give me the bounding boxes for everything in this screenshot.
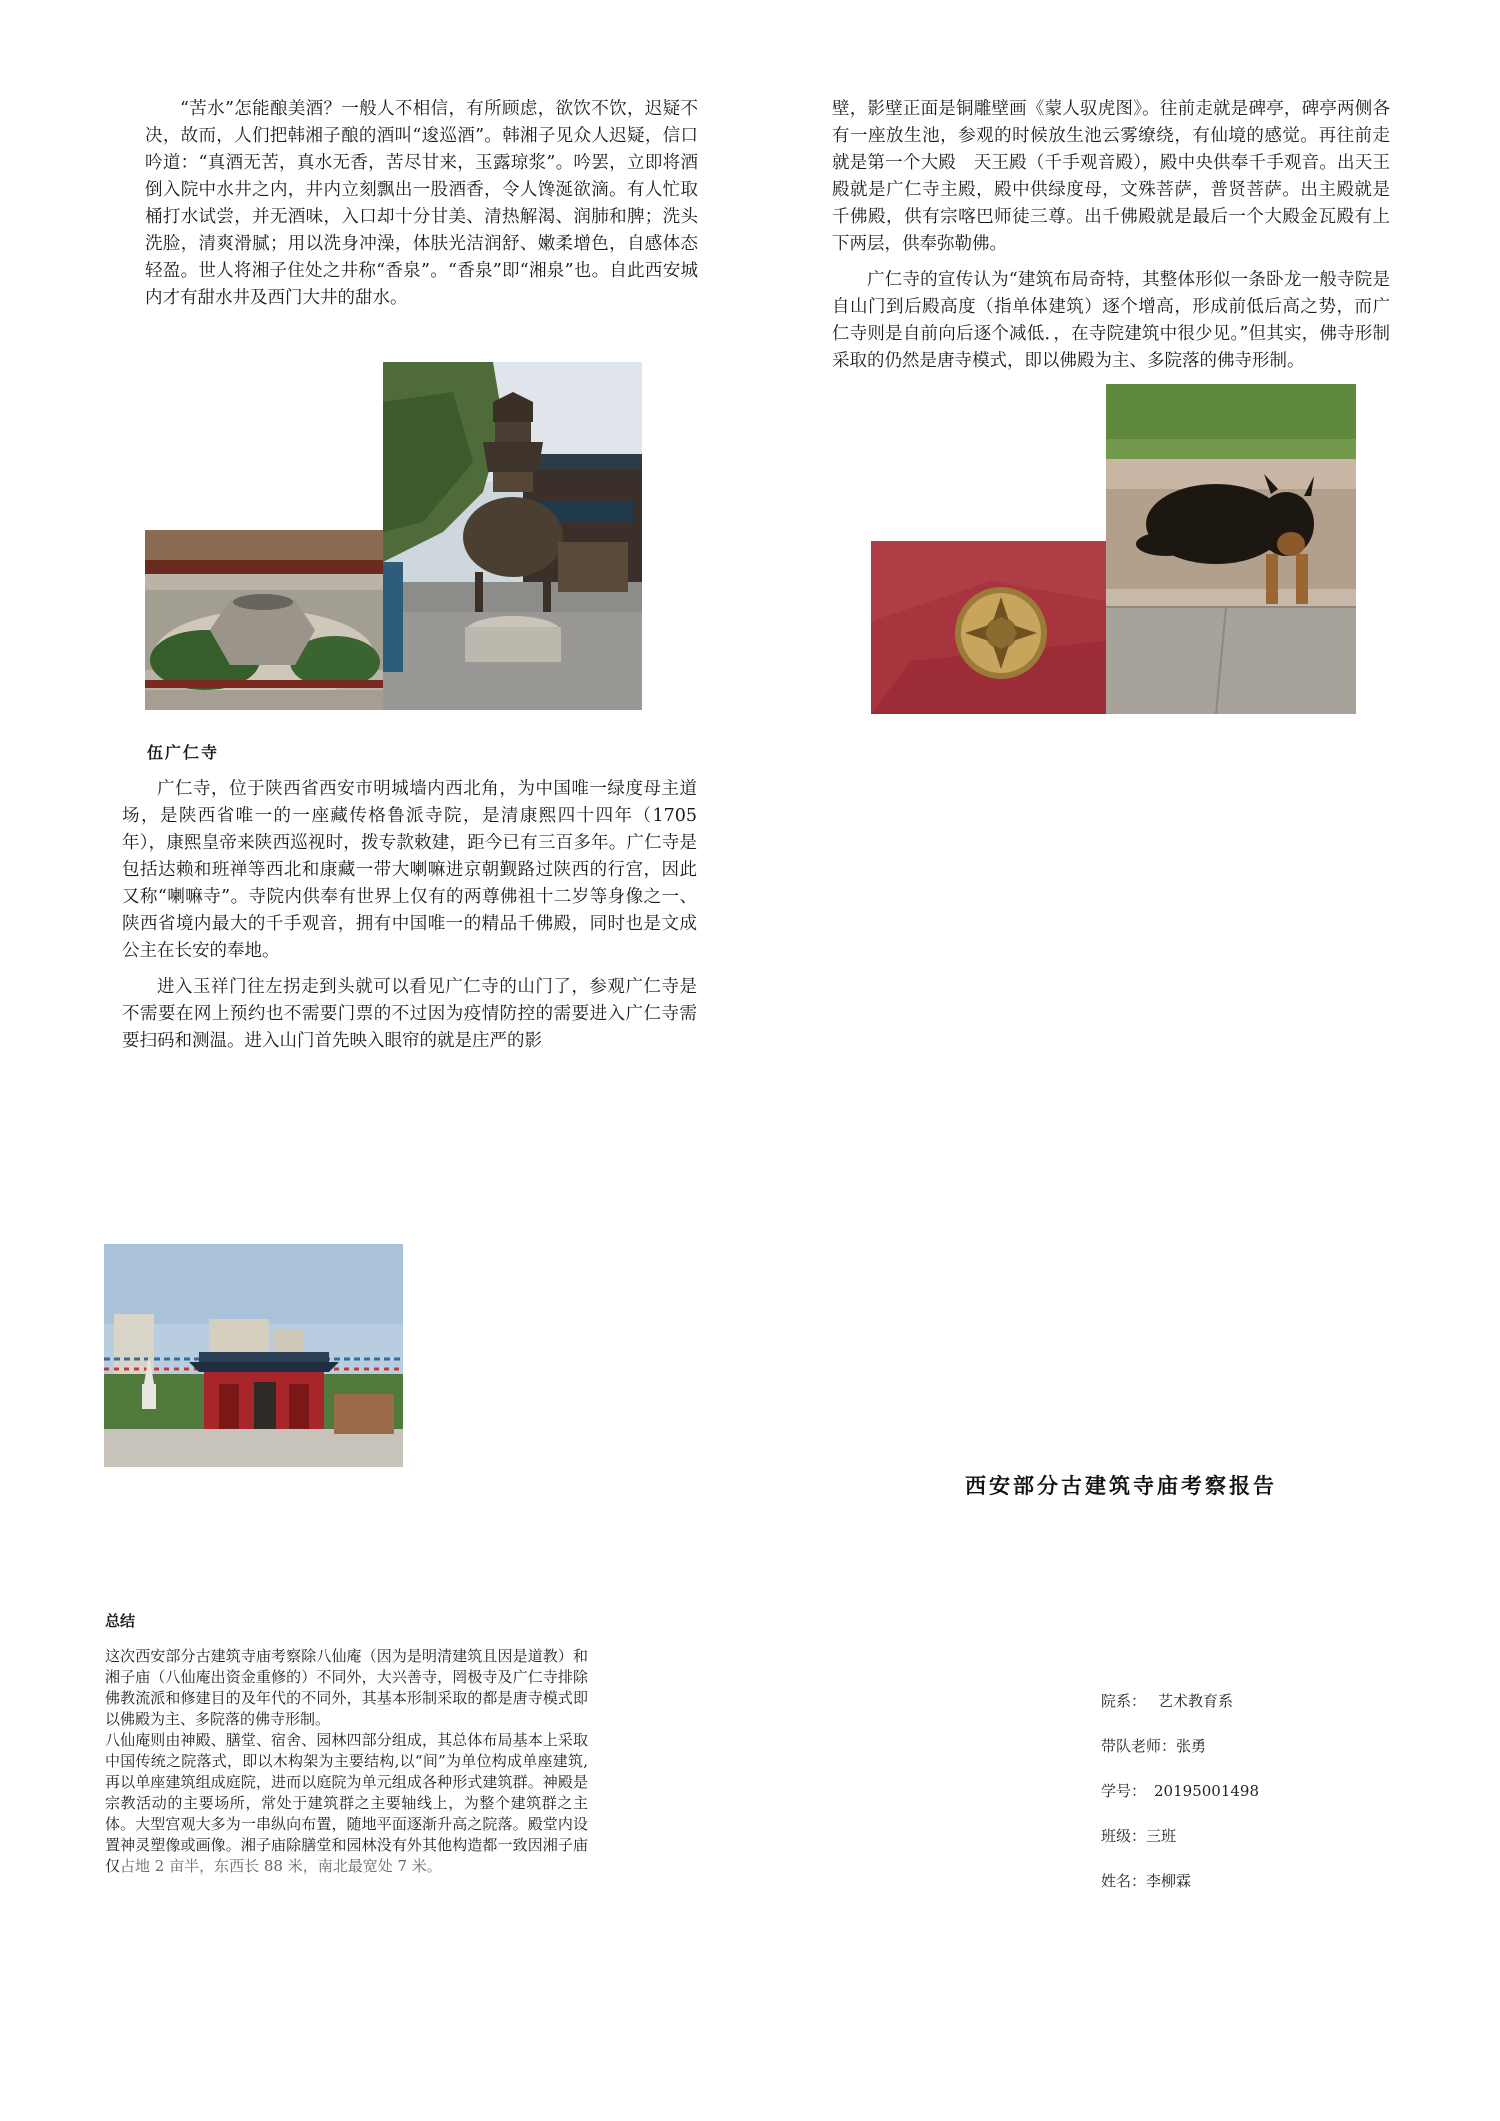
right-top-text-block <box>832 96 1390 375</box>
paragraph-guangren-visit: 进入玉祥门往左拐走到头就可以看见广仁寺的山门了，参观广仁寺是不需要在网上预约也不需要门票的不过因为疫情防控的需要进入广仁寺需要扫码和测温。进入山门首先映入眼帘的就是庄严的影 <box>122 977 697 1051</box>
photo-incense-burner <box>383 362 642 710</box>
info-value: 李柳霖 <box>1146 1872 1192 1890</box>
info-label: 学号： <box>1101 1782 1147 1800</box>
photo-dog-on-steps <box>1106 384 1356 714</box>
summary-paragraph-2 <box>105 1730 588 1877</box>
info-label: 姓名： <box>1101 1872 1147 1890</box>
section-heading-guangren-temple: 伍广仁寺 <box>147 743 220 762</box>
paragraph-xiangquan-story: “苦水”怎能酿美酒？一般人不相信，有所顾虑，欲饮不饮，迟疑不决，故而，人们把韩湘子酿的酒叫“逡巡酒”。韩湘子见众人迟疑，信口吟道：“真酒无苦，真水无香，苦尽甘来，玉露琼浆”。吟罢，立即将酒倒入院中水井之内，井内立刻飘出一股酒香，令人馋涎欲滴。有人忙取桶打水试尝，并无酒味，入口却十分甘美、清热解渴、润肺和脾；洗头洗脸，清爽滑腻；用以洗身冲澡，体肤光洁润舒、嫩柔增色，自感体态轻盈。世人将湘子住处之井称“香泉”。“香泉”即“湘泉”也。自此西安城内才有甜水井及西门大井的甜水。 <box>145 99 698 308</box>
info-line-teacher <box>1101 1735 1401 1780</box>
info-label: 院系： <box>1101 1692 1147 1710</box>
info-value: 20195001498 <box>1154 1782 1259 1800</box>
info-line-department <box>1101 1690 1401 1735</box>
report-title: 西安部分古建筑寺庙考察报告 <box>965 1474 1277 1498</box>
info-value: 张勇 <box>1176 1737 1207 1755</box>
info-line-student-id <box>1101 1780 1401 1825</box>
info-value: 三班 <box>1146 1827 1177 1845</box>
summary-text-block <box>105 1646 588 1877</box>
summary-paragraph-2-main: 八仙庵则由神殿、膳堂、宿舍、园林四部分组成，其总体布局基本上采取中国传统之院落式，即以木构架为主要结构,以“间”为单位构成单座建筑,再以单座建筑组成庭院，进而以庭院为单元组成各种形式建筑群。神殿是宗教活动的主要场所，常处于建筑群之主要轴线上，为整个建筑群之主体。大型宫观大多为一串纵向布置，随地平面逐渐升高之院落。殿堂内设置神灵塑像或画像。湘子庙除膳堂和园林没有外其他构造都一致因湘子庙仅 <box>105 1731 588 1875</box>
cover-info-block <box>1101 1690 1401 1915</box>
info-label: 带队老师： <box>1101 1737 1177 1755</box>
summary-paragraph-1: 这次西安部分古建筑寺庙考察除八仙庵（因为是明清建筑且因是道教）和湘子庙（八仙庵出资金重修的）不同外，大兴善寺，罔极寺及广仁寺排除佛教流派和修建目的及年代的不同外，其基本形制采取的都是唐寺模式即以佛殿为主、多院落的佛寺形制。 <box>105 1647 588 1728</box>
summary-paragraph-2-tail: 占地 2 亩半，东西长 88 米，南北最宽处 7 米。 <box>120 1857 442 1875</box>
info-line-name <box>1101 1870 1401 1915</box>
photo-octagonal-well <box>145 530 383 710</box>
left-top-text-block <box>145 96 698 312</box>
photo-brass-emblem-on-red-wall <box>871 541 1106 714</box>
info-value: 艺术教育系 <box>1158 1692 1234 1710</box>
paragraph-guangren-intro: 广仁寺，位于陕西省西安市明城墙内西北角，为中国唯一绿度母主道场，是陕西省唯一的一座藏传格鲁派寺院，是清康熙四十四年（1705年），康熙皇帝来陕西巡视时，拨专款敕建，距今已有三百多年。广仁寺是包括达赖和班禅等西北和康藏一带大喇嘛进京朝觐路过陕西的行宫，因此又称“喇嘛寺”。寺院内供奉有世界上仅有的两尊佛祖十二岁等身像之一、陕西省境内最大的千手观音，拥有中国唯一的精品千佛殿，同时也是文成公主在长安的奉地。 <box>122 779 697 961</box>
paragraph-guangren-halls: 壁，影壁正面是铜雕壁画《蒙人驭虎图》。往前走就是碑亭，碑亭两侧各有一座放生池，参观的时候放生池云雾缭绕，有仙境的感觉。再往前走就是第一个大殿 天王殿（千手观音殿），殿中央供奉千手观音。出天王殿就是广仁寺主殿，殿中供绿度母，文殊菩萨，普贤菩萨。出主殿就是千佛殿，供有宗喀巴师徒三尊。出千佛殿就是最后一个大殿金瓦殿有上下两层，供奉弥勒佛。 <box>832 99 1390 254</box>
info-line-class <box>1101 1825 1401 1870</box>
paragraph-guangren-layout: 广仁寺的宣传认为“建筑布局奇特，其整体形似一条卧龙一般寺院是自山门到后殿高度（指单体建筑）逐个增高，形成前低后高之势，而广仁寺则是自前向后逐个减低．，在寺院建筑中很少见。”但其实，佛寺形制采取的仍然是唐寺模式，即以佛殿为主、多院落的佛寺形制。 <box>832 270 1390 371</box>
info-label: 班级： <box>1101 1827 1147 1845</box>
photo-temple-gate <box>104 1244 403 1467</box>
summary-title: 总结 <box>105 1612 136 1630</box>
left-middle-text-block <box>122 776 697 1055</box>
